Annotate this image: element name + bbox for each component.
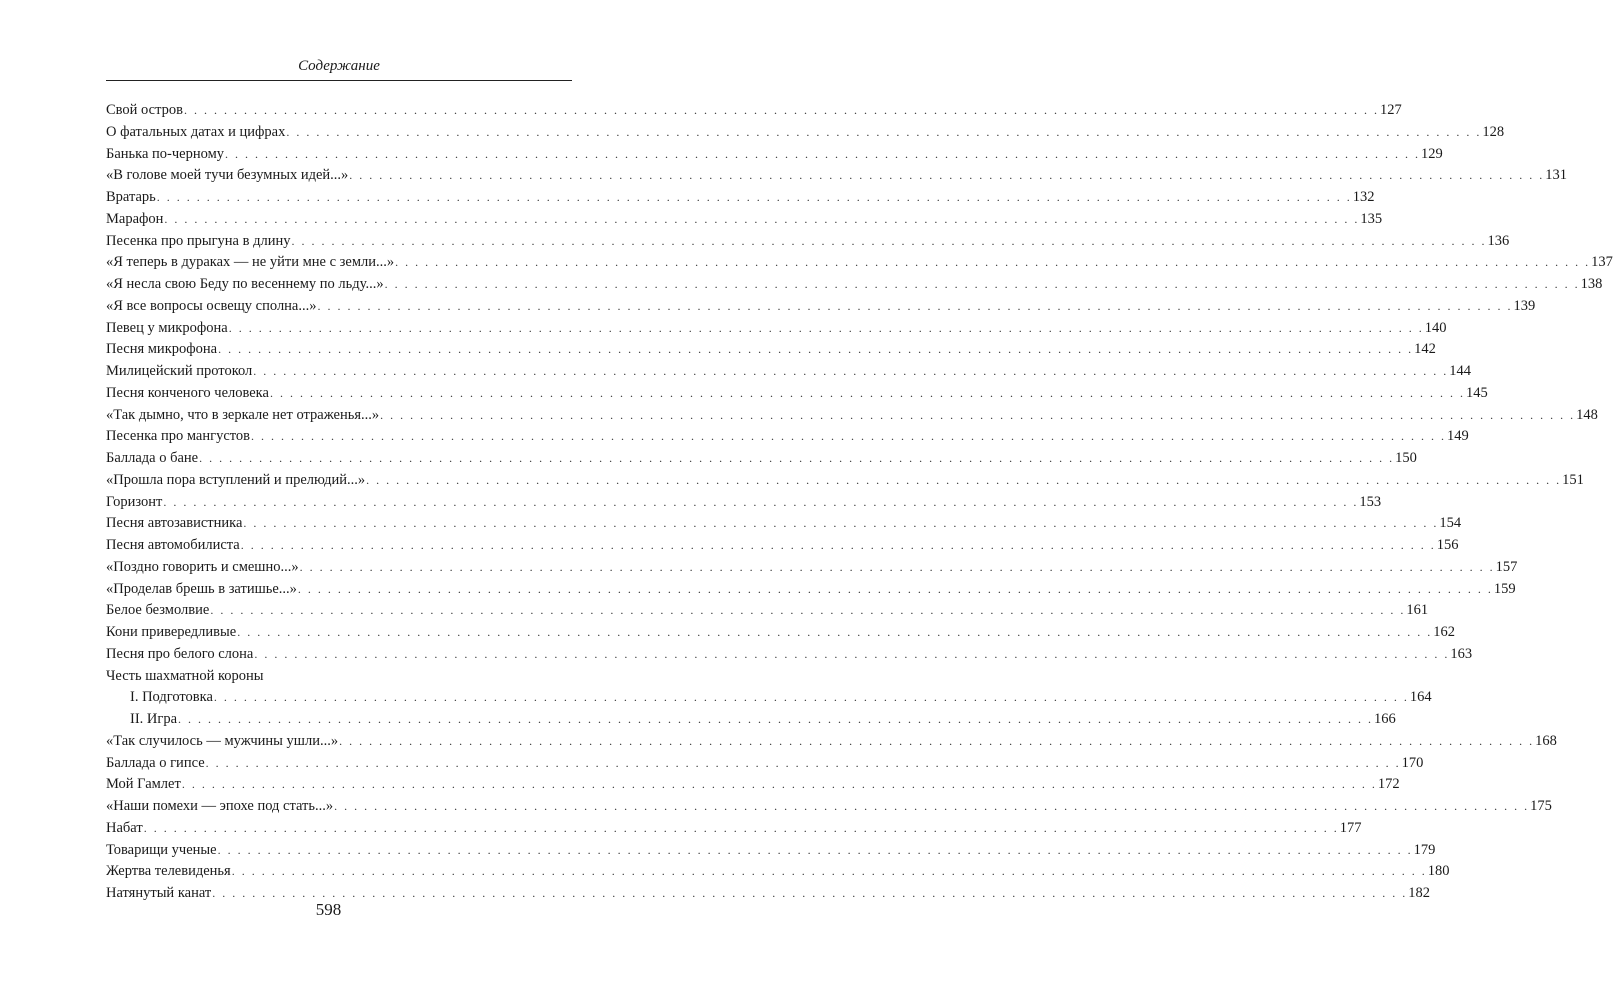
dot-leader: . . . . . . . . . . . . . . . . . . . . . . . . . . . . . . . . . . . . . . . . . . . . . . . . . . . . . . . . . . . . . . . . . . . . . . . . . . . . . . . . . . . . . . . . . . . . . . . . . . . . . . . . . . . . . . . . . . . . . . . .: [212, 886, 1408, 900]
toc-entry-title: «Так дымно, что в зеркале нет отраженья...»: [106, 406, 380, 423]
dot-leader: . . . . . . . . . . . . . . . . . . . . . . . . . . . . . . . . . . . . . . . . . . . . . . . . . . . . . . . . . . . . . . . . . . . . . . . . . . . . . . . . . . . . . . . . . . . . . . . . . . . . . . . . . . . . . . . . . . . . . . . .: [228, 320, 1424, 335]
toc-entry: [106, 687, 1432, 709]
toc-entry-page: 170: [1401, 754, 1424, 771]
toc-entry: [106, 405, 1598, 427]
dot-leader: . . . . . . . . . . . . . . . . . . . . . . . . . . . . . . . . . . . . . . . . . . . . . . . . . . . . . . . . . . . . . . . . . . . . . . . . . . . . . . . . . . . . . . . . . . . . . . . . . . . . . . . . . . . . . . . . . . . . . . . .: [291, 233, 1487, 248]
toc-entry-title: О фатальных датах и цифрах: [106, 123, 286, 140]
toc-entry-title: Марафон: [106, 210, 164, 227]
toc-entry-page: 142: [1414, 341, 1436, 358]
toc-entry-title: Мой Гамлет: [106, 776, 181, 793]
toc-entry: [106, 840, 1436, 862]
toc-entry-page: 128: [1482, 123, 1505, 140]
toc-entry: [106, 100, 1402, 122]
dot-leader: . . . . . . . . . . . . . . . . . . . . . . . . . . . . . . . . . . . . . . . . . . . . . . . . . . . . . . . . . . . . . . . . . . . . . . . . . . . . . . . . . . . . . . . . . . . . . . . . . . . . . . . . . . . . . . . . . . . . . . . .: [217, 842, 1413, 857]
dot-leader: . . . . . . . . . . . . . . . . . . . . . . . . . . . . . . . . . . . . . . . . . . . . . . . . . . . . . . . . . . . . . . . . . . . . . . . . . . . . . . . . . . . . . . . . . . . . . . . . . . . . . . . . . . . . . . . . . . . . . . . .: [380, 407, 1576, 422]
header-rule: [106, 80, 572, 81]
dot-leader: . . . . . . . . . . . . . . . . . . . . . . . . . . . . . . . . . . . . . . . . . . . . . . . . . . . . . . . . . . . . . . . . . . . . . . . . . . . . . . . . . . . . . . . . . . . . . . . . . . . . . . . . . . . . . . . . . . . . . . . .: [205, 755, 1401, 770]
toc-entry-title: Песня автозавистника: [106, 515, 243, 532]
toc-entry-title: Товарищи ученые: [106, 841, 217, 858]
dot-leader: . . . . . . . . . . . . . . . . . . . . . . . . . . . . . . . . . . . . . . . . . . . . . . . . . . . . . . . . . . . . . . . . . . . . . . . . . . . . . . . . . . . . . . . . . . . . . . . . . . . . . . . . . . . . . . . . . . . . . . . .: [253, 364, 1449, 378]
running-header: Содержание: [298, 58, 380, 74]
toc-entry-title: «Я все вопросы освещу сполна...»: [106, 297, 317, 314]
toc-entry-title: Кони привередливые: [106, 624, 237, 640]
dot-leader: . . . . . . . . . . . . . . . . . . . . . . . . . . . . . . . . . . . . . . . . . . . . . . . . . . . . . . . . . . . . . . . . . . . . . . . . . . . . . . . . . . . . . . . . . . . . . . . . . . . . . . . . . . . . . . . . . . . . . . . .: [317, 298, 1513, 313]
dot-leader: . . . . . . . . . . . . . . . . . . . . . . . . . . . . . . . . . . . . . . . . . . . . . . . . . . . . . . . . . . . . . . . . . . . . . . . . . . . . . . . . . . . . . . . . . . . . . . . . . . . . . . . . . . . . . . . . . . . . . . . .: [243, 516, 1439, 531]
toc-entry: [106, 252, 1613, 274]
dot-leader: . . . . . . . . . . . . . . . . . . . . . . . . . . . . . . . . . . . . . . . . . . . . . . . . . . . . . . . . . . . . . . . . . . . . . . . . . . . . . . . . . . . . . . . . . . . . . . . . . . . . . . . . . . . . . . . . . . . . . . . .: [366, 472, 1562, 487]
toc-entry-page: 139: [1513, 297, 1536, 314]
toc-entry: [106, 579, 1516, 601]
dot-leader: . . . . . . . . . . . . . . . . . . . . . . . . . . . . . . . . . . . . . . . . . . . . . . . . . . . . . . . . . . . . . . . . . . . . . . . . . . . . . . . . . . . . . . . . . . . . . . . . . . . . . . . . . . . . . . . . . . . . . . . .: [237, 625, 1433, 639]
dot-leader: . . . . . . . . . . . . . . . . . . . . . . . . . . . . . . . . . . . . . . . . . . . . . . . . . . . . . . . . . . . . . . . . . . . . . . . . . . . . . . . . . . . . . . . . . . . . . . . . . . . . . . . . . . . . . . . . . . . . . . . .: [254, 646, 1450, 661]
toc-entry: [106, 818, 1362, 840]
toc-entry-page: 154: [1439, 515, 1462, 532]
toc-entry-title: Набат: [106, 819, 143, 836]
toc-entry: [106, 753, 1424, 775]
toc-entry-title: Свой остров: [106, 102, 183, 118]
dot-leader: . . . . . . . . . . . . . . . . . . . . . . . . . . . . . . . . . . . . . . . . . . . . . . . . . . . . . . . . . . . . . . . . . . . . . . . . . . . . . . . . . . . . . . . . . . . . . . . . . . . . . . . . . . . . . . . . . . . . . . . .: [384, 277, 1580, 291]
toc-entry: [106, 513, 1462, 535]
toc-entry-page: 159: [1493, 580, 1516, 597]
toc-entry-title: Певец у микрофона: [106, 319, 228, 336]
toc-entry: [106, 296, 1536, 318]
toc-entry-title: «Поздно говорить и смешно...»: [106, 558, 299, 575]
toc-entry-page: 144: [1449, 363, 1472, 379]
toc-entry-title: «Я несла свою Беду по весеннему по льду...»: [106, 276, 384, 292]
toc-entry-title: Баллада о бане: [106, 450, 199, 466]
toc-entry-page: 127: [1379, 102, 1402, 118]
toc-entry-page: 150: [1395, 450, 1417, 466]
toc-entry-title: Белое безмолвие: [106, 602, 210, 619]
toc-entry: [106, 231, 1510, 253]
toc-entry: [106, 448, 1417, 470]
toc-entry: [106, 165, 1568, 187]
toc-entry-title: I. Подготовка: [130, 689, 213, 706]
toc-entry-title: Песенка про мангустов: [106, 428, 250, 445]
toc-entry: [106, 600, 1429, 622]
toc-entry-title: Банька по-черному: [106, 145, 224, 162]
toc-entry-title: «Проделав брешь в затишье...»: [106, 580, 297, 597]
toc-entry-title: Вратарь: [106, 189, 156, 205]
toc-entry-page: 180: [1427, 863, 1450, 880]
dot-leader: . . . . . . . . . . . . . . . . . . . . . . . . . . . . . . . . . . . . . . . . . . . . . . . . . . . . . . . . . . . . . . . . . . . . . . . . . . . . . . . . . . . . . . . . . . . . . . . . . . . . . . . . . . . . . . . . . . . . . . . .: [240, 538, 1436, 552]
toc-entry: [106, 774, 1400, 796]
toc-entry: [106, 209, 1383, 231]
dot-leader: . . . . . . . . . . . . . . . . . . . . . . . . . . . . . . . . . . . . . . . . . . . . . . . . . . . . . . . . . . . . . . . . . . . . . . . . . . . . . . . . . . . . . . . . . . . . . . . . . . . . . . . . . . . . . . . . . . . . . . . .: [286, 124, 1482, 139]
table-of-contents: [106, 100, 1613, 905]
dot-leader: . . . . . . . . . . . . . . . . . . . . . . . . . . . . . . . . . . . . . . . . . . . . . . . . . . . . . . . . . . . . . . . . . . . . . . . . . . . . . . . . . . . . . . . . . . . . . . . . . . . . . . . . . . . . . . . . . . . . . . . .: [183, 103, 1379, 117]
toc-entry-page: 140: [1424, 319, 1447, 336]
toc-entry-page: 166: [1374, 711, 1396, 727]
toc-entry-title: Баллада о гипсе: [106, 754, 205, 771]
dot-leader: . . . . . . . . . . . . . . . . . . . . . . . . . . . . . . . . . . . . . . . . . . . . . . . . . . . . . . . . . . . . . . . . . . . . . . . . . . . . . . . . . . . . . . . . . . . . . . . . . . . . . . . . . . . . . . . . . . . . . . . .: [218, 342, 1414, 357]
toc-entry-title: Милицейский протокол: [106, 363, 253, 379]
toc-entry: [106, 861, 1450, 883]
toc-entry-page: 157: [1495, 558, 1518, 575]
toc-entry-page: 161: [1406, 602, 1429, 619]
toc-entry-title: Натянутый канат: [106, 885, 212, 901]
dot-leader: . . . . . . . . . . . . . . . . . . . . . . . . . . . . . . . . . . . . . . . . . . . . . . . . . . . . . . . . . . . . . . . . . . . . . . . . . . . . . . . . . . . . . . . . . . . . . . . . . . . . . . . . . . . . . . . . . . . . . . . .: [210, 603, 1406, 618]
toc-entry-title: Песня про белого слона: [106, 645, 254, 662]
dot-leader: . . . . . . . . . . . . . . . . . . . . . . . . . . . . . . . . . . . . . . . . . . . . . . . . . . . . . . . . . . . . . . . . . . . . . . . . . . . . . . . . . . . . . . . . . . . . . . . . . . . . . . . . . . . . . . . . . . . . . . . .: [178, 712, 1374, 726]
toc-entry: [106, 557, 1518, 579]
dot-leader: . . . . . . . . . . . . . . . . . . . . . . . . . . . . . . . . . . . . . . . . . . . . . . . . . . . . . . . . . . . . . . . . . . . . . . . . . . . . . . . . . . . . . . . . . . . . . . . . . . . . . . . . . . . . . . . . . . . . . . . .: [225, 146, 1420, 161]
dot-leader: . . . . . . . . . . . . . . . . . . . . . . . . . . . . . . . . . . . . . . . . . . . . . . . . . . . . . . . . . . . . . . . . . . . . . . . . . . . . . . . . . . . . . . . . . . . . . . . . . . . . . . . . . . . . . . . . . . . . . . . .: [395, 255, 1591, 270]
dot-leader: . . . . . . . . . . . . . . . . . . . . . . . . . . . . . . . . . . . . . . . . . . . . . . . . . . . . . . . . . . . . . . . . . . . . . . . . . . . . . . . . . . . . . . . . . . . . . . . . . . . . . . . . . . . . . . . . . . . . . . . .: [181, 777, 1377, 792]
toc-entry-title: «В голове моей тучи безумных идей...»: [106, 167, 349, 184]
toc-entry: [106, 731, 1557, 753]
toc-entry-page: 179: [1413, 841, 1436, 858]
dot-leader: . . . . . . . . . . . . . . . . . . . . . . . . . . . . . . . . . . . . . . . . . . . . . . . . . . . . . . . . . . . . . . . . . . . . . . . . . . . . . . . . . . . . . . . . . . . . . . . . . . . . . . . . . . . . . . . . . . . . . . . .: [163, 494, 1359, 509]
toc-entry: [106, 318, 1447, 340]
toc-entry-title: II. Игра: [130, 711, 178, 727]
toc-entry-page: 151: [1562, 471, 1584, 488]
toc-entry-page: 168: [1535, 732, 1557, 749]
dot-leader: . . . . . . . . . . . . . . . . . . . . . . . . . . . . . . . . . . . . . . . . . . . . . . . . . . . . . . . . . . . . . . . . . . . . . . . . . . . . . . . . . . . . . . . . . . . . . . . . . . . . . . . . . . . . . . . . . . . . . . . .: [213, 690, 1409, 705]
toc-entry-title: «Наши помехи — эпохе под стать...»: [106, 798, 334, 814]
toc-entry-page: 163: [1450, 645, 1473, 662]
dot-leader: . . . . . . . . . . . . . . . . . . . . . . . . . . . . . . . . . . . . . . . . . . . . . . . . . . . . . . . . . . . . . . . . . . . . . . . . . . . . . . . . . . . . . . . . . . . . . . . . . . . . . . . . . . . . . . . . . . . . . . . .: [199, 451, 1395, 465]
toc-entry: [106, 426, 1469, 448]
toc-entry: [106, 274, 1603, 296]
toc-entry-title: Песня микрофона: [106, 341, 218, 358]
toc-entry: [106, 144, 1443, 166]
toc-entry-title: Песня конченого человека: [106, 384, 269, 401]
dot-leader: . . . . . . . . . . . . . . . . . . . . . . . . . . . . . . . . . . . . . . . . . . . . . . . . . . . . . . . . . . . . . . . . . . . . . . . . . . . . . . . . . . . . . . . . . . . . . . . . . . . . . . . . . . . . . . . . . . . . . . . .: [231, 864, 1427, 879]
toc-entry-title: «Так случилось — мужчины ушли...»: [106, 732, 339, 749]
dot-leader: . . . . . . . . . . . . . . . . . . . . . . . . . . . . . . . . . . . . . . . . . . . . . . . . . . . . . . . . . . . . . . . . . . . . . . . . . . . . . . . . . . . . . . . . . . . . . . . . . . . . . . . . . . . . . . . . . . . . . . . .: [299, 559, 1495, 574]
toc-entry-title: «Я теперь в дураках — не уйти мне с земли...»: [106, 254, 395, 271]
toc-entry-page: 177: [1339, 819, 1362, 836]
toc-entry: [106, 622, 1455, 644]
toc-entry-title: Песенка про прыгуна в длину: [106, 232, 291, 249]
toc-entry-page: 145: [1465, 384, 1488, 401]
toc-entry-title: Горизонт: [106, 493, 163, 510]
dot-leader: . . . . . . . . . . . . . . . . . . . . . . . . . . . . . . . . . . . . . . . . . . . . . . . . . . . . . . . . . . . . . . . . . . . . . . . . . . . . . . . . . . . . . . . . . . . . . . . . . . . . . . . . . . . . . . . . . . . . . . . .: [156, 190, 1352, 204]
toc-entry-page: 149: [1447, 428, 1469, 445]
dot-leader: . . . . . . . . . . . . . . . . . . . . . . . . . . . . . . . . . . . . . . . . . . . . . . . . . . . . . . . . . . . . . . . . . . . . . . . . . . . . . . . . . . . . . . . . . . . . . . . . . . . . . . . . . . . . . . . . . . . . . . . .: [339, 733, 1535, 748]
toc-entry: [106, 470, 1584, 492]
toc-entry-page: 135: [1360, 210, 1383, 227]
dot-leader: . . . . . . . . . . . . . . . . . . . . . . . . . . . . . . . . . . . . . . . . . . . . . . . . . . . . . . . . . . . . . . . . . . . . . . . . . . . . . . . . . . . . . . . . . . . . . . . . . . . . . . . . . . . . . . . . . . . . . . . .: [164, 211, 1360, 226]
toc-entry-page: 136: [1487, 232, 1510, 249]
toc-entry-title: Честь шахматной короны: [106, 667, 264, 684]
toc-entry: [106, 492, 1382, 514]
toc-entry: [106, 383, 1488, 405]
toc-entry: [106, 666, 572, 688]
toc-entry: [106, 339, 1436, 361]
toc-entry-page: 164: [1409, 689, 1432, 706]
toc-entry: [106, 187, 1375, 209]
toc-entry-page: 131: [1545, 167, 1568, 184]
toc-entry: [106, 535, 1459, 557]
dot-leader: . . . . . . . . . . . . . . . . . . . . . . . . . . . . . . . . . . . . . . . . . . . . . . . . . . . . . . . . . . . . . . . . . . . . . . . . . . . . . . . . . . . . . . . . . . . . . . . . . . . . . . . . . . . . . . . . . . . . . . . .: [269, 385, 1465, 400]
page-number: 598: [315, 900, 342, 919]
toc-entry-title: Песня автомобилиста: [106, 537, 240, 553]
toc-entry-page: 162: [1433, 624, 1455, 640]
toc-entry-page: 153: [1359, 493, 1382, 510]
dot-leader: . . . . . . . . . . . . . . . . . . . . . . . . . . . . . . . . . . . . . . . . . . . . . . . . . . . . . . . . . . . . . . . . . . . . . . . . . . . . . . . . . . . . . . . . . . . . . . . . . . . . . . . . . . . . . . . . . . . . . . . .: [297, 581, 1493, 596]
toc-entry-page: 137: [1591, 254, 1613, 271]
toc-entry-page: 182: [1408, 885, 1430, 901]
dot-leader: . . . . . . . . . . . . . . . . . . . . . . . . . . . . . . . . . . . . . . . . . . . . . . . . . . . . . . . . . . . . . . . . . . . . . . . . . . . . . . . . . . . . . . . . . . . . . . . . . . . . . . . . . . . . . . . . . . . . . . . .: [334, 799, 1530, 813]
toc-entry-page: 129: [1421, 145, 1443, 162]
toc-entry-page: 156: [1436, 537, 1459, 553]
dot-leader: . . . . . . . . . . . . . . . . . . . . . . . . . . . . . . . . . . . . . . . . . . . . . . . . . . . . . . . . . . . . . . . . . . . . . . . . . . . . . . . . . . . . . . . . . . . . . . . . . . . . . . . . . . . . . . . . . . . . . . . .: [251, 429, 1446, 444]
toc-entry-page: 148: [1576, 406, 1598, 423]
toc-entry-page: 172: [1377, 776, 1400, 793]
toc-entry-page: 138: [1580, 276, 1603, 292]
toc-entry: [106, 361, 1472, 383]
toc-entry: [106, 709, 1396, 731]
dot-leader: . . . . . . . . . . . . . . . . . . . . . . . . . . . . . . . . . . . . . . . . . . . . . . . . . . . . . . . . . . . . . . . . . . . . . . . . . . . . . . . . . . . . . . . . . . . . . . . . . . . . . . . . . . . . . . . . . . . . . . . .: [143, 820, 1339, 835]
toc-entry: [106, 796, 1552, 818]
toc-entry-title: «Прошла пора вступлений и прелюдий...»: [106, 471, 366, 488]
toc-entry: [106, 122, 1505, 144]
toc-entry-page: 132: [1352, 189, 1375, 205]
dot-leader: . . . . . . . . . . . . . . . . . . . . . . . . . . . . . . . . . . . . . . . . . . . . . . . . . . . . . . . . . . . . . . . . . . . . . . . . . . . . . . . . . . . . . . . . . . . . . . . . . . . . . . . . . . . . . . . . . . . . . . . .: [349, 168, 1545, 183]
toc-entry-page: 175: [1530, 798, 1552, 814]
toc-entry: [106, 644, 1473, 666]
toc-entry-title: Жертва телевиденья: [106, 863, 231, 880]
